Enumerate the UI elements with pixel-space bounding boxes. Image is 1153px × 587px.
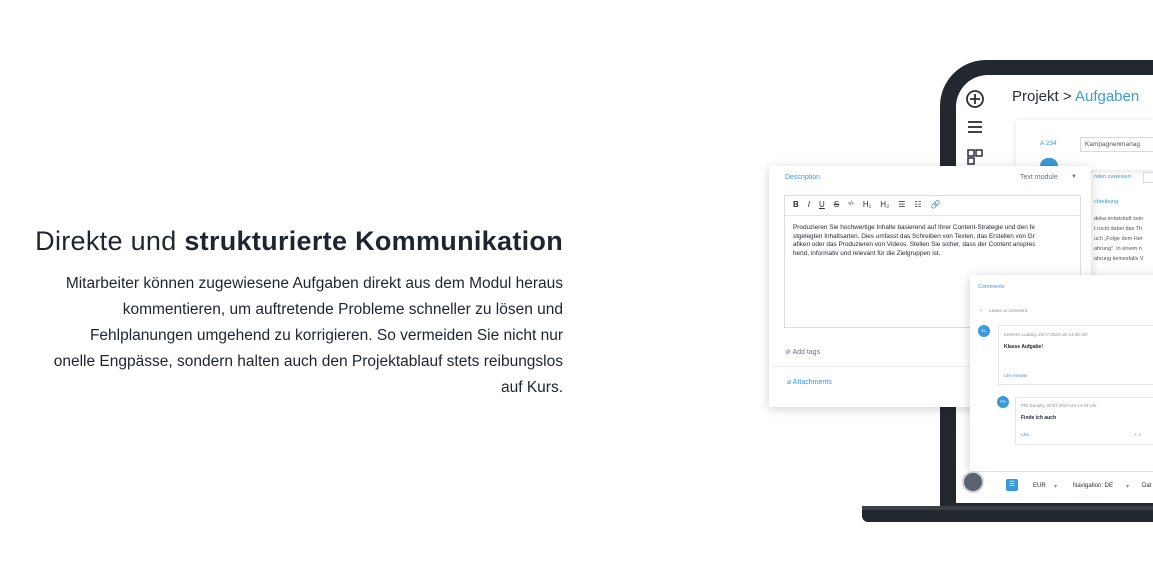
heading1-button[interactable]: H₁: [862, 200, 872, 209]
panel-text-line: t rückt dabei das Th: [1094, 226, 1143, 232]
divider: [770, 366, 970, 367]
hero-body-line: Mitarbeiter können zugewiesene Aufgaben direkt aus dem Modul heraus: [65, 275, 563, 292]
breadcrumb-current[interactable]: Aufgaben: [1074, 88, 1140, 105]
panel-text-line: uch „Folge dem Her: [1094, 236, 1143, 242]
comment-body: Finde ich auch: [1021, 415, 1057, 421]
comments-title: Comments: [978, 284, 1005, 290]
hero-body-line: auf Kurs.: [500, 379, 563, 396]
panel-text-line: ahrung". In einem n: [1094, 246, 1142, 252]
panel-text-line: ahrung keinesfalls V: [1094, 256, 1144, 262]
chevron-down-icon[interactable]: ▼: [1071, 174, 1077, 180]
date-select[interactable]: Dat: [1142, 483, 1152, 489]
underline-button[interactable]: U: [819, 200, 825, 209]
code-button[interactable]: ‹/›: [848, 201, 854, 207]
description-text-line: stgelegten Inhaltsarten. Dies umfasst das Schreiben von Texten, das Erstellen von Gr: [793, 232, 1035, 240]
hero-title: [0, 226, 563, 257]
breadcrumb: [1012, 88, 1139, 105]
panel-text-line: deka entwickelt sein: [1094, 216, 1144, 222]
task-name-field[interactable]: Kampagnenmanag: [1080, 137, 1153, 152]
assign-label: nden zuweisen:: [1094, 174, 1133, 180]
hero-title-bold: strukturierte Kommunikation: [184, 226, 563, 256]
comment-icon: ○: [979, 308, 983, 314]
hero-body-line: Fehlplanungen umgehend zu korrigieren. So vermeiden Sie nicht nur: [89, 327, 563, 344]
tag-icon: ⊘: [785, 349, 791, 356]
link-icon[interactable]: 🔗: [930, 200, 941, 209]
italic-button[interactable]: I: [807, 200, 811, 209]
leave-comment-input[interactable]: Leave a comment: [989, 309, 1028, 314]
description-text-line: hend, informativ und relevant für die Zielgruppen ist.: [793, 250, 941, 258]
strikethrough-button[interactable]: S: [833, 200, 840, 209]
plus-circle-icon[interactable]: [965, 89, 985, 109]
hero-title-regular: Direkte und: [35, 226, 177, 256]
user-avatar[interactable]: [962, 471, 984, 493]
avatar: PD: [997, 396, 1009, 408]
heading2-button[interactable]: H₂: [880, 200, 890, 209]
chevron-down-icon[interactable]: ▾: [1126, 484, 1130, 490]
bullet-list-button[interactable]: ☷: [914, 200, 922, 209]
device-base: [862, 510, 1153, 522]
assign-field[interactable]: [1143, 172, 1153, 183]
description-label: Description: [785, 174, 821, 181]
hero-body-line: kommentieren, um auftretende Probleme schneller zu lösen und: [122, 301, 563, 318]
ordered-list-button[interactable]: ☰: [898, 200, 906, 209]
board-icon[interactable]: [965, 147, 985, 167]
task-id: A 234: [1040, 140, 1057, 147]
chevron-down-icon[interactable]: ▾: [1054, 484, 1058, 490]
task-avatar: [1040, 158, 1058, 166]
comment-body: Klasse Aufgabe!: [1004, 344, 1043, 350]
add-tags-label: Add tags: [792, 349, 821, 356]
description-section-label: chreibung: [1094, 199, 1119, 205]
paperclip-icon: ⌀: [787, 379, 792, 386]
description-text-line: afiken oder das Produzieren von Videos. Stellen Sie sicher, dass der Content ansprec: [793, 241, 1036, 249]
avatar: EL: [978, 325, 990, 337]
currency-select[interactable]: EUR: [1033, 483, 1046, 489]
hero-body-line: onelle Engpässe, sondern halten auch den Projektablauf stets reibungslos: [53, 353, 563, 370]
attachments-label: Attachments: [792, 379, 832, 386]
text-module-select[interactable]: Text module: [1020, 174, 1058, 181]
more-icon[interactable]: ∧ ∨: [1134, 432, 1142, 437]
comment-actions[interactable]: Like Answer: [1004, 373, 1028, 378]
menu-icon[interactable]: [965, 117, 985, 137]
editor-toolbar: [793, 200, 941, 209]
breadcrumb-parent[interactable]: Projekt: [1012, 88, 1059, 105]
breadcrumb-separator: >: [1062, 88, 1072, 105]
comment-meta: Phil Dunphy, 20.07.2023 um 14:43 Uhr: [1021, 403, 1097, 408]
comment-actions[interactable]: Like: [1021, 432, 1030, 437]
description-text[interactable]: [793, 224, 1077, 259]
hero-body: [0, 271, 563, 401]
bold-button[interactable]: B: [793, 200, 799, 209]
comment-meta: Eeterres Ludwig, 20.07.2023 um 14:40 Uhr: [1004, 332, 1088, 337]
toolbar-divider: [785, 215, 1080, 216]
navigation-select[interactable]: Navigation: DE: [1073, 483, 1114, 489]
calendar-icon[interactable]: ☰: [1006, 479, 1018, 491]
add-tags[interactable]: [785, 348, 820, 356]
description-text-line: Produzieren Sie hochwertige Inhalte basierend auf Ihrer Content-Strategie und den fe: [793, 224, 1035, 231]
attachments[interactable]: [787, 378, 832, 386]
